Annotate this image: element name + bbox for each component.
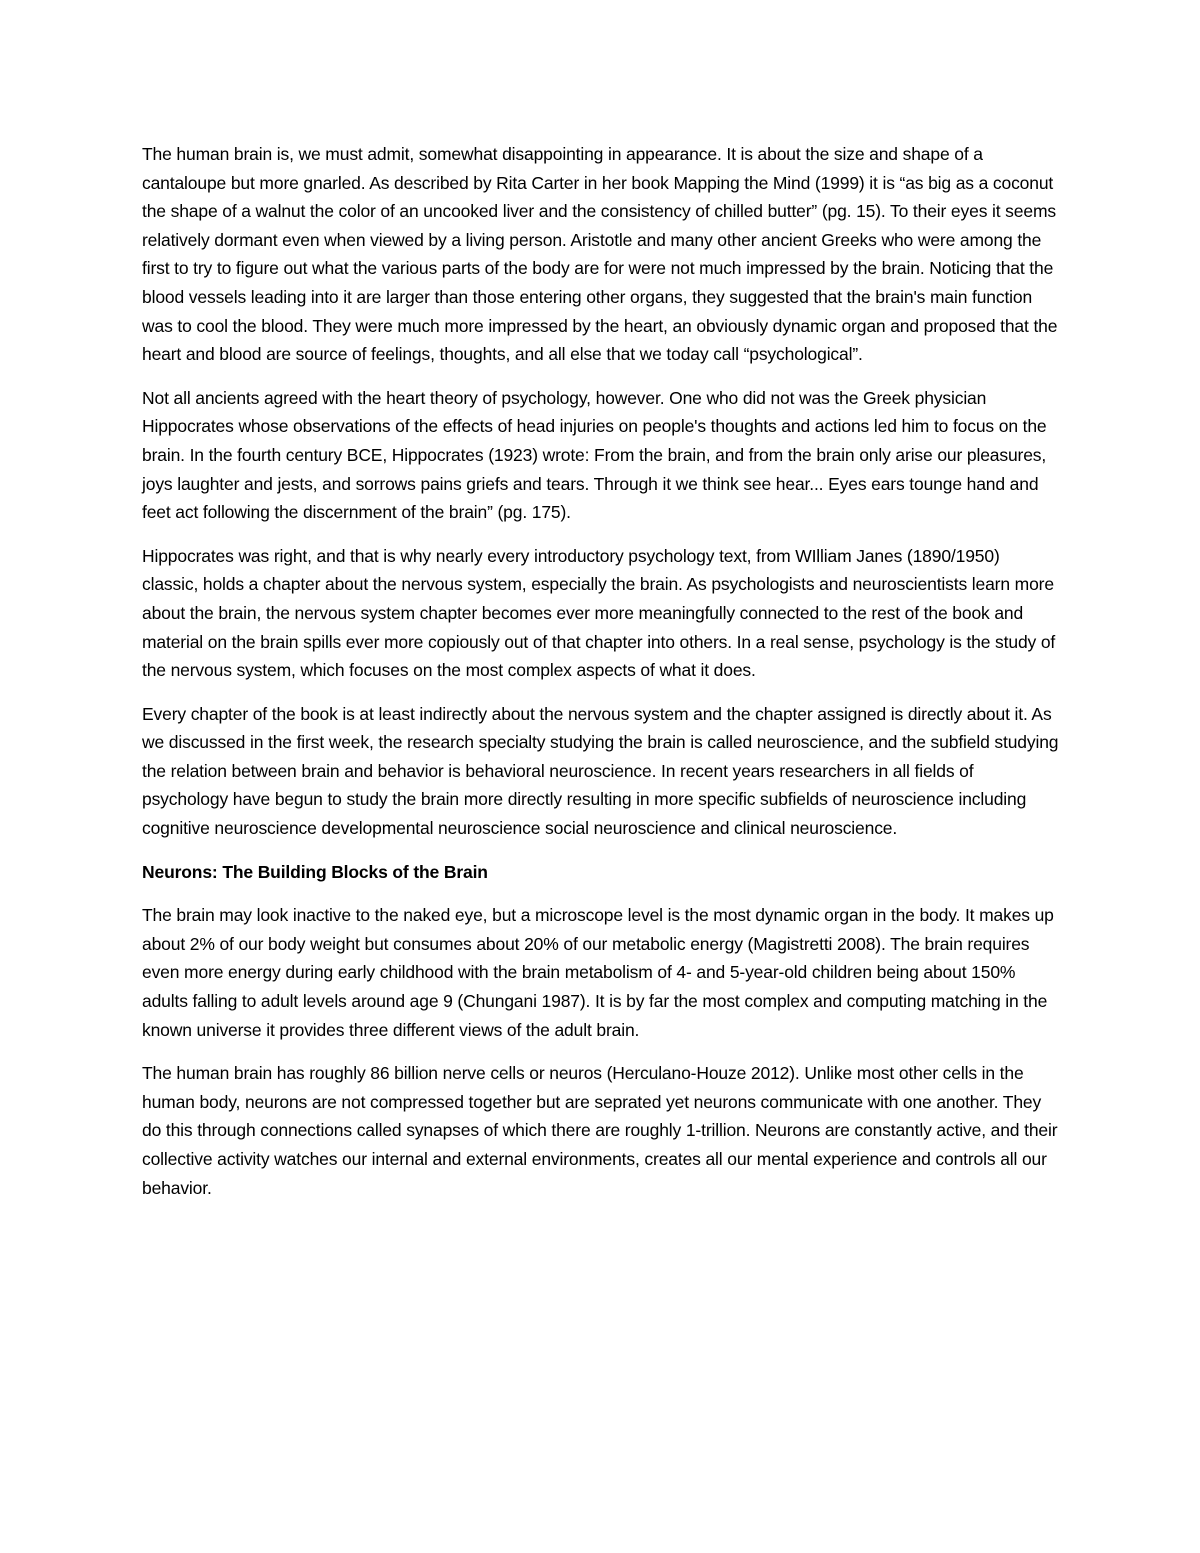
- paragraph-neuroscience-fields: Every chapter of the book is at least indirectly about the nervous system and the chapter assigned is directly about it. As we discussed in the first week, the research specialty studying the brain is called neuroscience, and the subfield studying the relation between brain and behavior is behavioral neuroscience. In recent years researchers in all fields of psychology have begun to study the brain more directly resulting in more specific subfields of neuroscience including cognitive neuroscience developmental neuroscience social neuroscience and clinical neuroscience.: [142, 703, 1059, 839]
- paragraph-psychology-texts: Hippocrates was right, and that is why nearly every introductory psychology text, from WIlliam Janes (1890/1950) classic, holds a chapter about the nervous system, especially the brain. As psychologists and neuroscientists learn more about the brain, the nervous system chapter becomes ever more meaningfully connected to the rest of the book and material on the brain spills ever more copiously out of that chapter into others. In a real sense, psychology is the study of the nervous system, which focuses on the most complex aspects of what it does.: [142, 545, 1056, 681]
- section-heading-neurons: Neurons: The Building Blocks of the Brain: [142, 861, 488, 882]
- paragraph-brain-appearance: The human brain is, we must admit, somewhat disappointing in appearance. It is about the size and shape of a cantaloupe but more gnarled. As described by Rita Carter in her book Mapping the Mind (1999) it is “as big as a coconut the shape of a walnut the color of an uncooked liver and the consistency of chilled butter” (pg. 15). To their eyes it seems relatively dormant even when viewed by a living person. Aristotle and many other ancient Greeks who were among the first to try to figure out what the various parts of the body are for were not much impressed by the brain. Noticing that the blood vessels leading into it are larger than those entering other organs, they suggested that the brain's main function was to cool the blood. They were much more impressed by the heart, an obviously dynamic organ and proposed that the heart and blood are source of feelings, thoughts, and all else that we today call “psychological”.: [142, 144, 1058, 365]
- document-page: [142, 140, 1060, 1217]
- paragraph-nerve-cells: The human brain has roughly 86 billion nerve cells or neuros (Herculano-Houze 2012). Unlike most other cells in the human body, neurons are not compressed together but are seprated yet neurons communicate with one another. They do this through connections called synapses of which there are roughly 1-trillion. Neurons are constantly active, and their collective activity watches our internal and external environments, creates all our mental experience and controls all our behavior.: [142, 1063, 1058, 1198]
- paragraph-brain-energy: The brain may look inactive to the naked eye, but a microscope level is the most dynamic organ in the body. It makes up about 2% of our body weight but consumes about 20% of our metabolic energy (Magistretti 2008). The brain requires even more energy during early childhood with the brain metabolism of 4- and 5-year-old children being about 150% adults falling to adult levels around age 9 (Chungani 1987). It is by far the most complex and computing matching in the known universe it provides three different views of the adult brain.: [142, 905, 1054, 1040]
- paragraph-hippocrates: Not all ancients agreed with the heart theory of psychology, however. One who did not was the Greek physician Hippocrates whose observations of the effects of head injuries on people's thoughts and actions led him to focus on the brain. In the fourth century BCE, Hippocrates (1923) wrote: From the brain, and from the brain only arise our pleasures, joys laughter and jests, and sorrows pains griefs and tears. Through it we think see hear... Eyes ears tounge hand and feet act following the discernment of the brain” (pg. 175).: [142, 387, 1047, 523]
